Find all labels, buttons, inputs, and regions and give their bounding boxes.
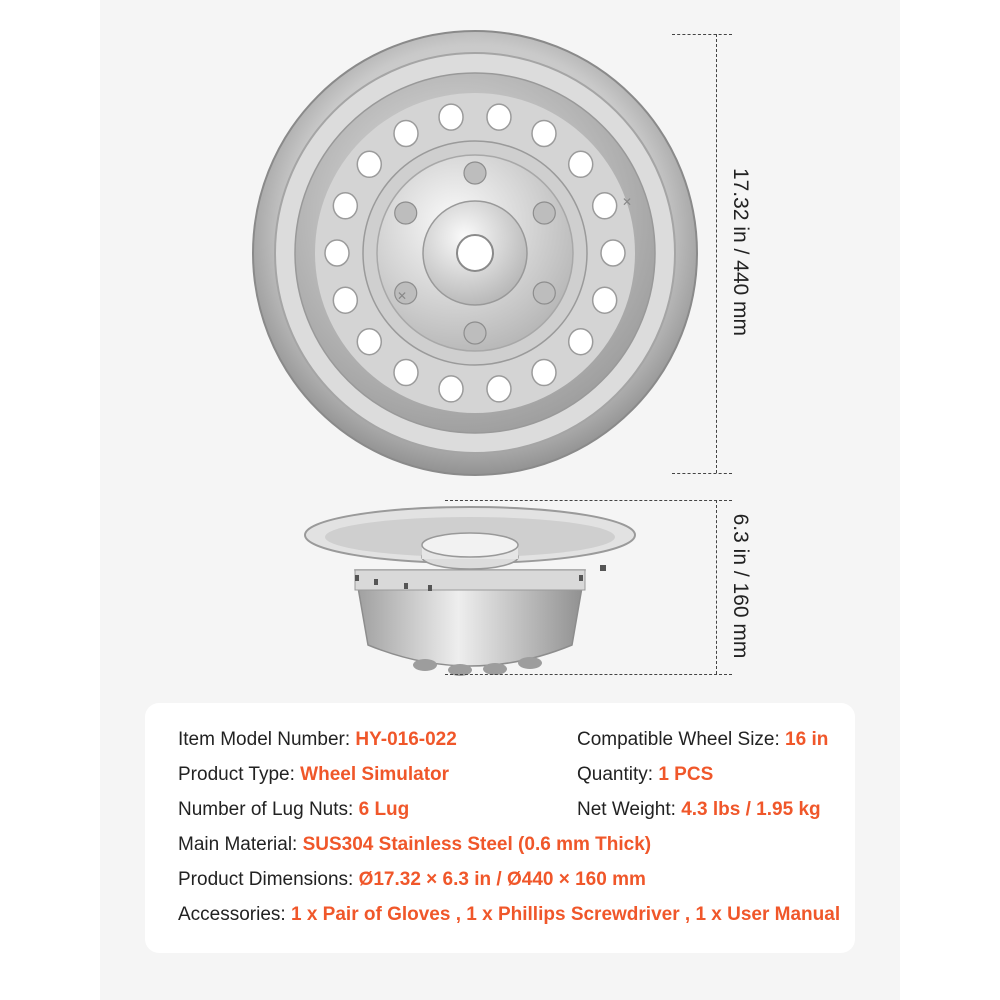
vent-hole [487, 104, 511, 130]
depth-dim-bottom-tick [445, 674, 732, 675]
spec-accessories [178, 904, 840, 926]
vent-hole [532, 120, 556, 146]
vent-hole [569, 329, 593, 355]
vent-hole [601, 240, 625, 266]
wheel-front-view-image [250, 28, 700, 478]
spec-label: Main Material: [178, 834, 303, 855]
spec-material [178, 834, 651, 856]
vent-hole [333, 287, 357, 313]
lug-nut [464, 162, 486, 184]
vent-hole [394, 360, 418, 386]
vent-hole [325, 240, 349, 266]
spec-label: Product Type: [178, 764, 301, 785]
spec-lug-nuts [178, 799, 409, 821]
spec-product-type [178, 764, 449, 786]
spec-value: HY-016-022 [355, 729, 457, 750]
vent-hole [532, 360, 556, 386]
specs-card [145, 703, 855, 953]
vent-hole [357, 329, 381, 355]
spec-value: SUS304 Stainless Steel (0.6 mm Thick) [302, 834, 652, 855]
vent-hole [593, 287, 617, 313]
spec-value: 4.3 lbs / 1.95 kg [681, 799, 821, 820]
vent-hole [593, 193, 617, 219]
spec-value: Wheel Simulator [300, 764, 450, 785]
spec-label: Quantity: [577, 764, 659, 785]
spec-value: 16 in [785, 729, 829, 750]
lug-nut [533, 202, 555, 224]
spec-label: Compatible Wheel Size: [577, 729, 786, 750]
spec-dimensions [178, 869, 646, 891]
vent-hole [487, 376, 511, 402]
vent-hole [333, 193, 357, 219]
height-dim-bottom-tick [672, 473, 732, 474]
lug-nut [464, 322, 486, 344]
wheel-side-view-image [300, 505, 640, 683]
height-dim-top-tick [672, 34, 732, 35]
svg-text:✕: ✕ [397, 289, 408, 303]
svg-text:✕: ✕ [622, 195, 633, 209]
spec-label: Number of Lug Nuts: [178, 799, 359, 820]
spec-label: Net Weight: [577, 799, 682, 820]
height-dim-line [716, 34, 717, 473]
lug-nut [395, 202, 417, 224]
spec-value: 6 Lug [358, 799, 410, 820]
depth-dim-label: 6.3 in / 160 mm [729, 513, 752, 659]
depth-dim-line [716, 500, 717, 674]
spec-wheel-size [577, 729, 828, 751]
spec-model-number [178, 729, 457, 751]
vent-hole [394, 120, 418, 146]
depth-dim-top-tick [445, 500, 732, 501]
height-dim-label: 17.32 in / 440 mm [729, 167, 752, 337]
spec-net-weight [577, 799, 821, 821]
vent-hole [439, 104, 463, 130]
spec-value: 1 PCS [658, 764, 714, 785]
lug-nut [533, 282, 555, 304]
spec-label: Product Dimensions: [178, 869, 359, 890]
spec-label: Accessories: [178, 904, 291, 925]
spec-label: Item Model Number: [178, 729, 356, 750]
vent-hole [569, 151, 593, 177]
vent-hole [439, 376, 463, 402]
spec-value: 1 x Pair of Gloves , 1 x Phillips Screwdriver , 1 x User Manual [290, 904, 841, 925]
vent-hole [357, 151, 381, 177]
spec-value: Ø17.32 × 6.3 in / Ø440 × 160 mm [358, 869, 646, 890]
spec-quantity [577, 764, 713, 786]
